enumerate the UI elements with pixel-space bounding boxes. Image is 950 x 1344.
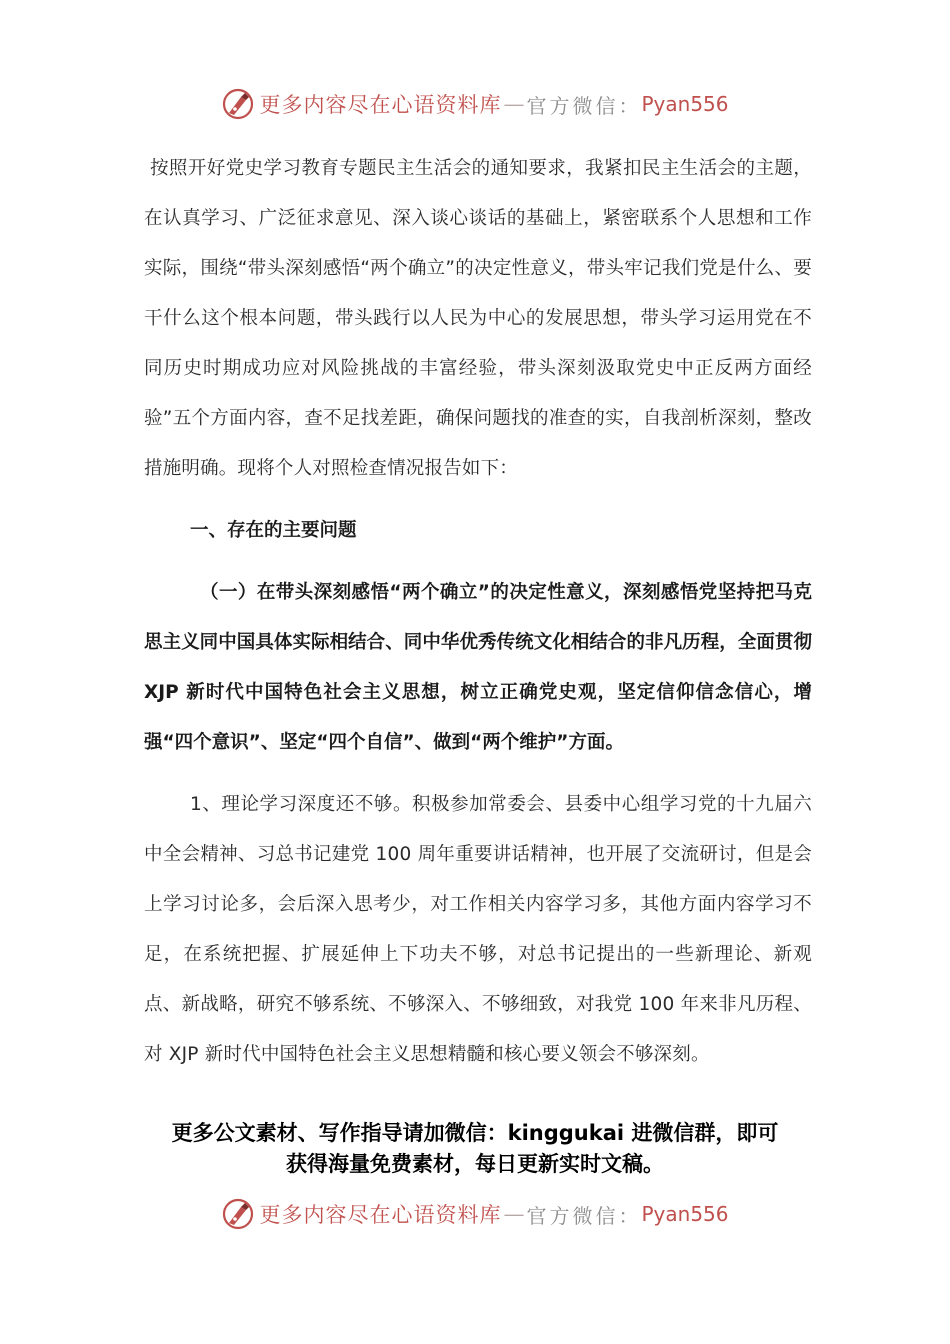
intro-paragraph: 按照开好党史学习教育专题民主生活会的通知要求，我紧扣民主生活会的主题，在认真学习、广泛征求意见、深入谈心谈话的基础上，紧密联系个人思想和工作实际，围绕“带头深刻感悟“两个确立”的决定性意义，带头牢记我们党是什么、要干什么这个根本问题，带头践行以人民为中心的发展思想，带头学习运用党在不同历史时期成功应对风险挑战的丰富经验，带头深刻汲取党史中正反两方面经验”五个方面内容，查不足找差距，确保问题找的准查的实，自我剖析深刻，整改措施明确。现将个人对照检查情况报告如下： — [144, 158, 812, 479]
watermark-separator: — — [503, 1202, 525, 1226]
subsection-heading-1: （一）在带头深刻感悟“两个确立”的决定性意义，深刻感悟党坚持把马克思主义同中国具体实际相结合、同中华优秀传统文化相结合的非凡历程，全面贯彻 XJP 新时代中国特色社会主义思想，树立正确党史观，坚定信仰信念信心，增强“四个意识”、坚定“四个自信”、做到“两个维护”方面。 — [144, 582, 812, 753]
watermark-wechat-id: Pyan556 — [641, 1202, 729, 1226]
document-body — [144, 144, 812, 1080]
list-item-1: 1、理论学习深度还不够。积极参加常委会、县委中心组学习党的十九届六中全会精神、习总书记建党 100 周年重要讲话精神，也开展了交流研讨，但是会上学习讨论多，会后深入思考少，对工作相关内容学习多，其他方面内容学习不足，在系统把握、扩展延伸上下功夫不够，对总书记提出的一些新理论、新观点、新战略，研究不够系统、不够深入、不够细致，对我党 100 年来非凡历程、对 XJP 新时代中国特色社会主义思想精髓和核心要义领会不够深刻。 — [144, 794, 812, 1065]
watermark-wechat-id: Pyan556 — [641, 92, 729, 116]
watermark-site-text: 更多内容尽在心语资料库 — [259, 93, 502, 117]
watermark-separator: — — [503, 92, 525, 116]
pen-nib-logo-icon — [221, 87, 255, 121]
section-heading-problems: 一、存在的主要问题 — [190, 520, 357, 541]
watermark-wechat-label: 官方微信： — [526, 93, 642, 118]
pen-nib-logo-icon — [221, 1197, 255, 1231]
watermark-site-text: 更多内容尽在心语资料库 — [259, 1203, 502, 1227]
footer-watermark — [0, 1192, 950, 1236]
promo-block — [130, 1118, 820, 1180]
watermark-wechat-label: 官方微信： — [526, 1203, 642, 1228]
header-watermark — [0, 82, 950, 126]
promo-line-2: 获得海量免费素材，每日更新实时文稿。 — [286, 1152, 664, 1176]
promo-line-1: 更多公文素材、写作指导请加微信：kinggukai 进微信群，即可 — [171, 1121, 779, 1145]
